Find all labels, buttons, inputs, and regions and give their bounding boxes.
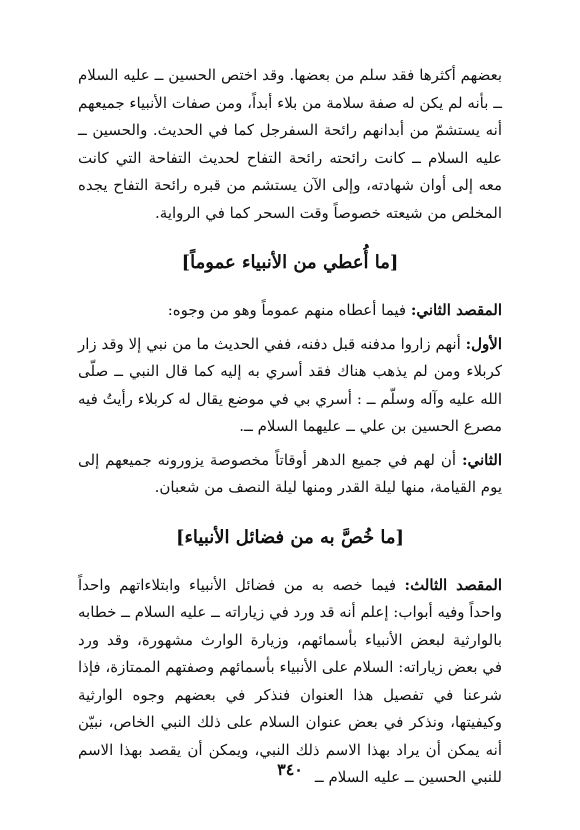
section-heading-1: [ما أُعطي من الأنبياء عموماً]: [181, 252, 399, 273]
point-1-lead: الأول:: [465, 334, 502, 353]
section-heading-2: [ما خُصَّ به من فضائل الأنبياء]: [175, 526, 405, 548]
intro-paragraph: بعضهم أكثرها فقد سلم من بعضها. وقد اختص الحسين ــ عليه السلام ــ بأنه لم يكن له صفة سلامة من بلاء أبداً، ومن صفات الأنبياء جميعهم أنه يستشمّ من أبدانهم رائحة السفرجل كما في الحديث. والحسين ــ عليه السلام ــ كانت رائحته رائحة التفاح لحديث التفاحة التي كانت معه إلى أوان شهادته، وإلى الآن يستشم من قبره رائحة التفاح يجده المخلص من شيعته خصوصاً وقت السحر كما في الرواية.: [78, 66, 502, 222]
point-2-paragraph: [78, 447, 502, 502]
section-3-lead: المقصد الثالث:: [404, 575, 502, 594]
point-2-text: أن لهم في جميع الدهر أوقاتاً مخصوصة يزورونه جميعهم إلى يوم القيامة، منها ليلة القدر ومنها ليلة النصف من شعبان.: [78, 450, 502, 496]
point-1-paragraph: [78, 331, 502, 441]
point-1-text: أنهم زاروا مدفنه قبل دفنه، ففي الحديث ما من نبي إلا وقد زار كربلاء ومن لم يذهب هناك فقد أسري به إليه كما قال النبي ــ صلّى الله عليه وآله وسلّم ــ : أسري بي في موضع يقال له كربلاء رأيتُ فيه مصرع الحسين بن علي ــ عليهما السلام ــ.: [78, 334, 502, 435]
section-2-text: فيما أعطاه منهم عموماً وهو من وجوه:: [167, 301, 411, 319]
section-3-text: فيما خصه به من فضائل الأنبياء وابتلاءاتهم واحداً واحداً وفيه أبواب: إعلم أنه قد ورد في زياراته ــ عليه السلام ــ خطابه بالوارثية لبعض الأنبياء بأسمائهم، وزيارة الوارث مشهورة، وقد ورد في بعض زياراته: السلام على الأنبياء بأسمائهم وصفتهم الممتازة، فإذا شرعنا في تفصيل هذا العنوان فنذكر في بعضهم وجوه الوارثية وكيفيتها، ونذكر في بعض عنوان السلام على ذلك النبي الخاص، نبيّن أنه يمكن أن يراد بهذا الاسم ذلك النبي، ويمكن أن يقصد بهذا الاسم للنبي الحسين ــ عليه السلام ــ: [78, 575, 502, 786]
section-3-paragraph: [78, 572, 502, 792]
section-2-lead: المقصد الثاني:: [410, 301, 502, 319]
point-2-lead: الثاني:: [461, 450, 502, 469]
section-2-paragraph: [78, 297, 502, 325]
page-number: ٣٤٠: [277, 760, 303, 779]
